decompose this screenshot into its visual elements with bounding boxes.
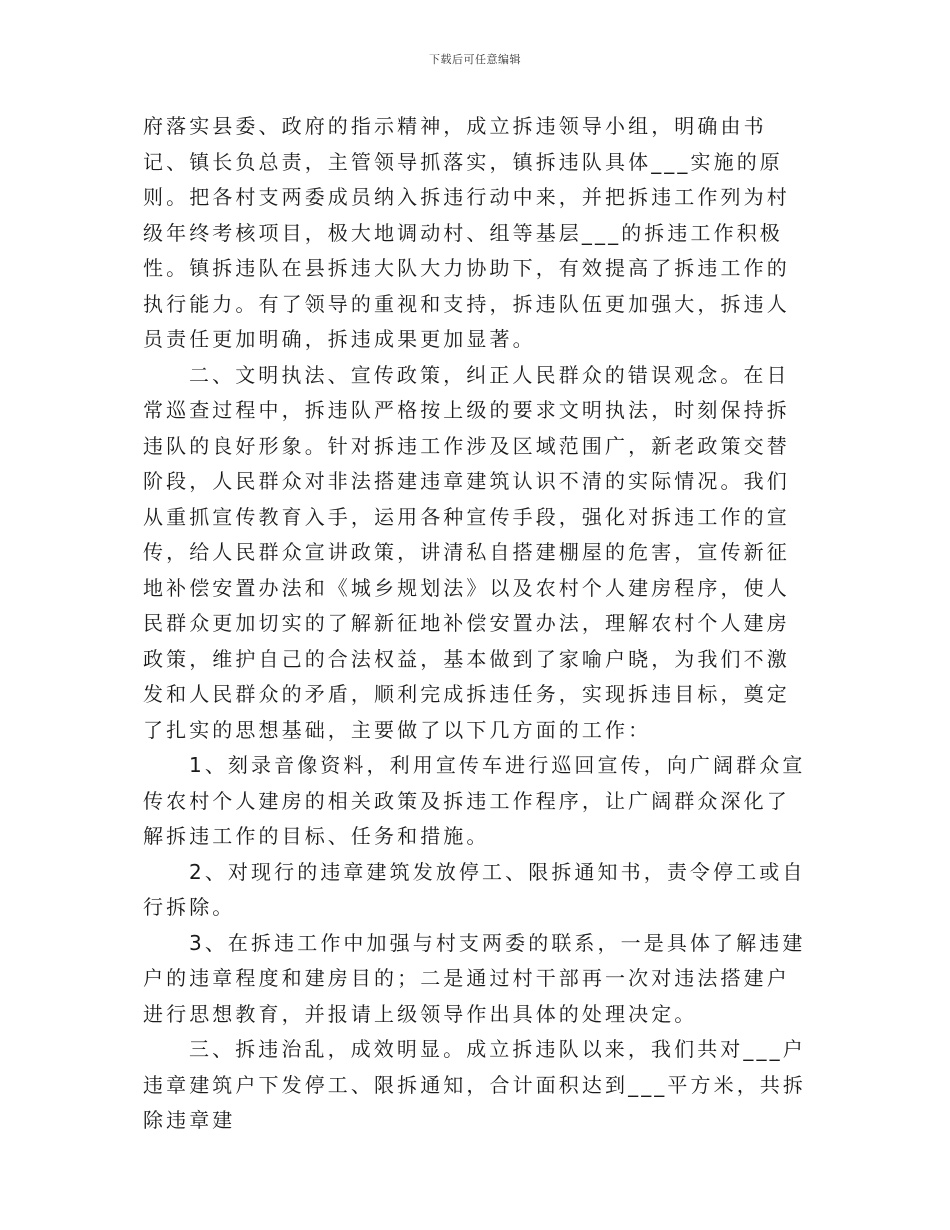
paragraph-item-three: 3、在拆违工作中加强与村支两委的联系，一是具体了解违建户的违章程度和建房目的；二是通过村干部再一次对违法搭建户进行思想教育，并报请上级领导作出具体的处理决定。 bbox=[143, 930, 806, 1026]
paragraph-item-one: 1、刻录音像资料，利用宣传车进行巡回宣传，向广阔群众宣传农村个人建房的相关政策及拆违工作程序，让广阔群众深化了解拆违工作的目标、任务和措施。 bbox=[143, 753, 806, 848]
paragraph-section-three: 三、拆违治乱，成效明显。成立拆违队以来，我们共对___户违章建筑户下发停工、限拆通知，合计面积达到___平方米，共拆除违章建 bbox=[143, 1037, 806, 1132]
page-header: 下载后可任意编辑 bbox=[429, 53, 521, 66]
document-body bbox=[143, 109, 810, 1139]
paragraph-continuation: 府落实县委、政府的指示精神，成立拆违领导小组，明确由书记、镇长负总责，主管领导抓落实，镇拆违队具体___实施的原则。把各村支两委成员纳入拆违行动中来，并把拆违工作列为村级年终考核项目，极大地调动村、组等基层___的拆违工作积极性。镇拆违队在县拆违大队大力协助下，有效提高了拆违工作的执行能力。有了领导的重视和支持，拆违队伍更加强大，拆违人员责任更加明确，拆违成果更加显著。 bbox=[143, 114, 790, 351]
paragraph-item-two: 2、对现行的违章建筑发放停工、限拆通知书，责令停工或自行拆除。 bbox=[143, 859, 806, 919]
paragraph-section-two: 二、文明执法、宣传政策，纠正人民群众的错误观念。在日常巡查过程中，拆违队严格按上级的要求文明执法，时刻保持拆违队的良好形象。针对拆违工作涉及区域范围广，新老政策交替阶段，人民群众对非法搭建违章建筑认识不清的实际情况。我们从重抓宣传教育入手，运用各种宣传手段，强化对拆违工作的宣传，给人民群众宣讲政策，讲清私自搭建棚屋的危害，宣传新征地补偿安置办法和《城乡规划法》以及农村个人建房程序，使人民群众更加切实的了解新征地补偿安置办法，理解农村个人建房政策，维护自己的合法权益，基本做到了家喻户晓，为我们不激发和人民群众的矛盾，顺利完成拆违任务，实现拆违目标，奠定了扎实的思想基础，主要做了以下几方面的工作： bbox=[143, 362, 790, 742]
